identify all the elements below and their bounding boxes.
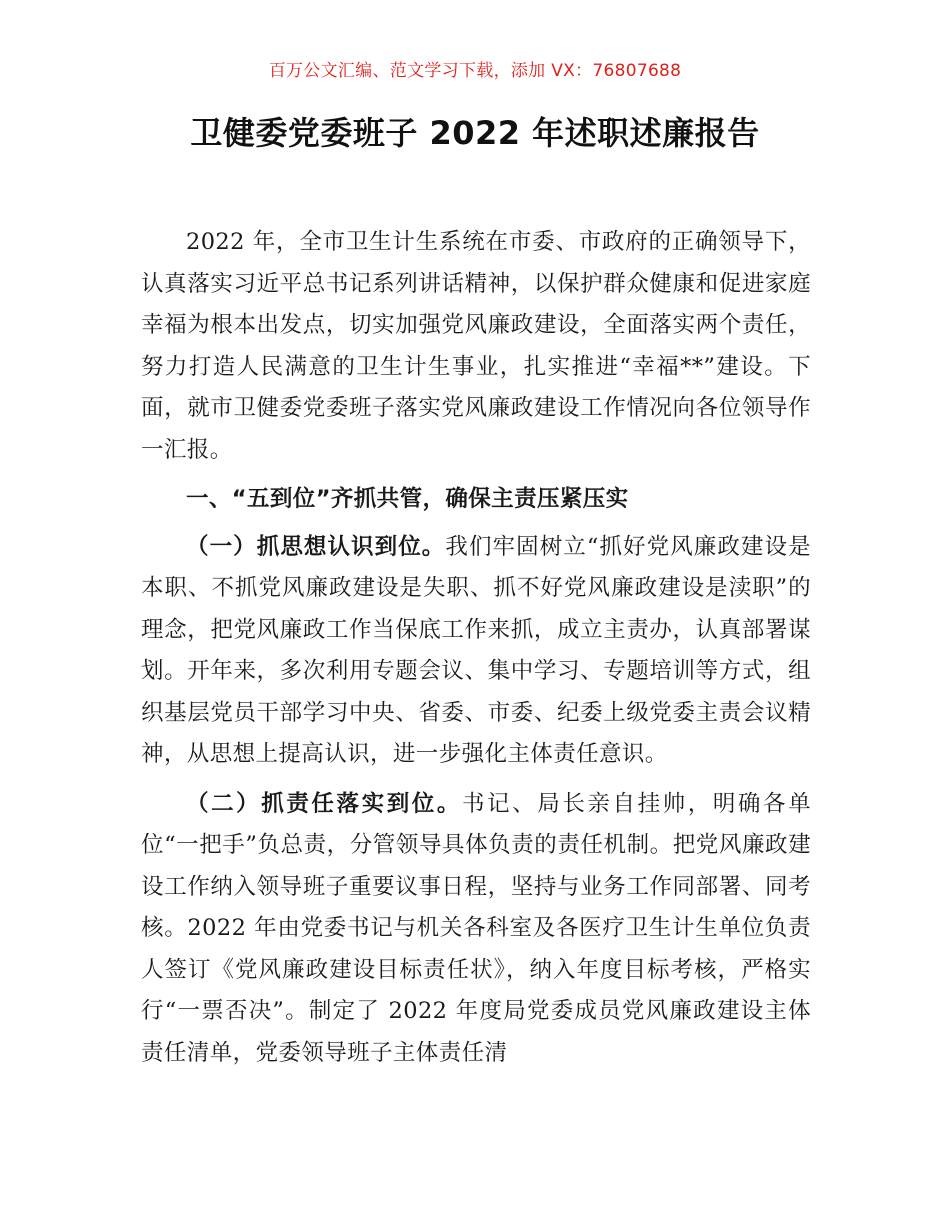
section-heading: 一、“五到位”齐抓共管，确保主责压紧压实 <box>186 486 629 512</box>
paragraph-item-1 <box>141 527 811 776</box>
paragraph-text: 书记、局长亲自挂帅，明确各单位“一把手”负总责，分管领导具体负责的责任机制。把党风廉政建设工作纳入领导班子重要议事日程，坚持与业务工作同部署、同考核。2022 年由党委书记与机关各科室及各医疗卫生计生单位负责人签订《党风廉政建设目标责任状》，纳入年度目标考核，严格实行“一票否决”。制定了 2022 年度局党委成员党风廉政建设主体责任清单，党委领导班子主体责任清 <box>141 790 811 1066</box>
paragraph-lead: （一）抓思想认识到位。 <box>186 533 446 560</box>
paragraph-text: 我们牢固树立“抓好党风廉政建设是本职、不抓党风廉政建设是失职、抓不好党风廉政建设是渎职”的理念，把党风廉政工作当保底工作来抓，成立主责办，认真部署谋划。开年来，多次利用专题会议、集中学习、专题培训等方式，组织基层党员干部学习中央、省委、市委、纪委上级党委主责会议精神，从思想上提高认识，进一步强化主体责任意识。 <box>141 533 811 767</box>
header-note: 百万公文汇编、范文学习下载，添加 VX：76807688 <box>268 61 682 81</box>
document-body <box>141 222 811 1074</box>
paragraph-lead: （二）抓责任落实到位。 <box>186 790 462 817</box>
paragraph-item-2 <box>141 784 811 1075</box>
intro-paragraph: 2022 年，全市卫生计生系统在市委、市政府的正确领导下，认真落实习近平总书记系列讲话精神，以保护群众健康和促进家庭幸福为根本出发点，切实加强党风廉政建设，全面落实两个责任，努力打造人民满意的卫生计生事业，扎实推进“幸福**”建设。下面，就市卫健委党委班子落实党风廉政建设工作情况向各位领导作一汇报。 <box>141 229 811 463</box>
document-title: 卫健委党委班子 2022 年述职述廉报告 <box>190 114 760 152</box>
